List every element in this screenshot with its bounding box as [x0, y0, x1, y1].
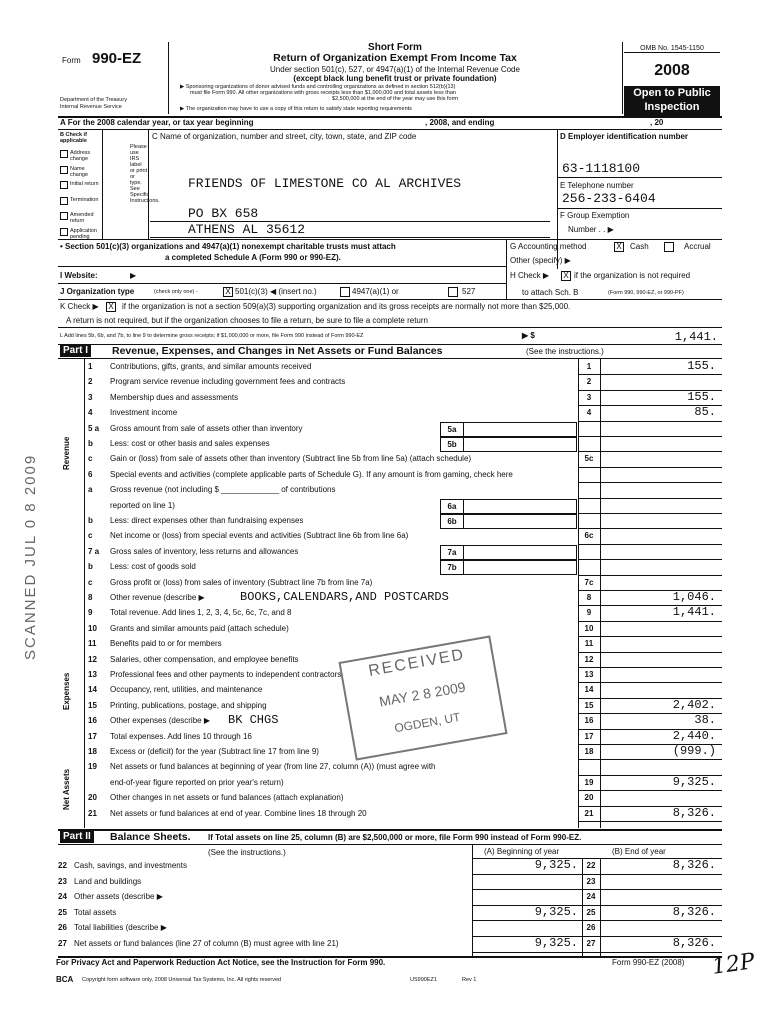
line-amount[interactable]: 2,402.: [672, 697, 716, 712]
website-arrow: ▶: [130, 271, 137, 280]
sub-line-box: 7b: [440, 560, 464, 575]
phone-label: E Telephone number: [560, 181, 634, 190]
org-street[interactable]: PO BX 658: [188, 206, 259, 221]
line-amount[interactable]: 155.: [687, 389, 716, 404]
k-check-label: K Check ▶: [60, 302, 99, 311]
short-form-label: Short Form: [368, 42, 422, 53]
line-description: Less: direct expenses other than fundraising expenses: [110, 516, 304, 525]
bs-box-number: 22: [586, 861, 596, 870]
line-number: 17: [88, 731, 97, 741]
sec501-text-1: • Section 501(c)(3) organizations and 4947(a)(1) nonexempt charitable trusts must attach: [60, 242, 396, 251]
part1-title: Revenue, Expenses, and Changes in Net Assets or Fund Balances: [112, 345, 443, 357]
accrual-label: Accrual: [684, 242, 711, 251]
bs-box-number: 25: [586, 907, 596, 917]
phone-value[interactable]: 256-233-6404: [562, 191, 656, 206]
line-description: Gross revenue (not including $ _____________ of contributions: [110, 485, 336, 495]
col-b-header: (B) End of year: [612, 847, 666, 856]
bs-beginning-value[interactable]: 9,325.: [534, 858, 578, 872]
line-number: 1: [88, 362, 93, 371]
check-b-box[interactable]: [60, 197, 68, 205]
line-description: Special events and activities (complete applicable parts of Schedule G). If any amount is from gaming, check here: [110, 469, 513, 479]
tax-year: 2008: [654, 62, 690, 79]
privacy-notice: For Privacy Act and Paperwork Reduction Act Notice, see the Instruction for Form 990.: [56, 958, 386, 967]
line-description: Excess or (deficit) for the year (Subtract line 17 from line 9): [110, 747, 319, 756]
part1-see: (See the instructions.): [526, 347, 604, 356]
part2-see: (See the instructions.): [208, 848, 286, 857]
line-description: Investment income: [110, 408, 178, 418]
501c-checkbox[interactable]: X: [223, 287, 233, 297]
line-number: 21: [88, 808, 97, 818]
bs-line-number: 23: [58, 876, 67, 886]
open-to-public: Open to Public Inspection: [624, 86, 720, 116]
line-description: Occupancy, rent, utilities, and maintenance: [110, 685, 263, 695]
l-arrow: ▶ $: [522, 331, 535, 340]
group-exemption-label: F Group Exemption: [560, 211, 630, 220]
bs-beginning-value[interactable]: 9,325.: [534, 936, 578, 950]
4947-checkbox[interactable]: [340, 287, 350, 297]
527-label: 527: [462, 287, 476, 296]
line-description: Gross sales of inventory, less returns and allowances: [110, 546, 299, 556]
col-a-header: (A) Beginning of year: [484, 847, 560, 856]
line-description: Net assets or fund balances at end of year. Combine lines 18 through 20: [110, 808, 367, 818]
handwritten-page-mark: 12P: [710, 949, 757, 980]
check-b-label-item: Address change: [70, 150, 91, 162]
l-text: L Add lines 5b, 6b, and 7b, to line 9 to determine gross receipts; if $1,000,000 or more, file Form 990 instead of Form 990-EZ: [60, 333, 364, 339]
bs-box-number: 27: [586, 939, 596, 948]
line-description: Other expenses (describe ▶: [110, 716, 210, 726]
line-description: reported on line 1): [110, 500, 175, 510]
line-description: Gross amount from sale of assets other than inventory: [110, 423, 303, 433]
line-amount[interactable]: 38.: [694, 713, 716, 728]
ein-label: D Employer identification number: [560, 132, 689, 141]
line-description: Professional fees and other payments to independent contractors: [110, 670, 342, 679]
line-number: b: [88, 439, 93, 448]
form-number: 990-EZ: [92, 50, 142, 67]
bs-line-number: 22: [58, 861, 67, 870]
form-title: Return of Organization Exempt From Income Tax: [273, 52, 517, 64]
part2-label: Part II: [60, 831, 94, 843]
h-check-text: H Check ▶: [510, 271, 550, 280]
bs-line-number: 27: [58, 939, 67, 948]
4947-label: 4947(a)(1) or: [352, 287, 399, 296]
line-description: Other revenue (describe ▶: [110, 593, 205, 602]
form-rev: Rev 1: [462, 977, 477, 983]
line-description: Program service revenue including government fees and contracts: [110, 377, 346, 387]
line-number: 5 a: [88, 423, 100, 433]
check-b-box[interactable]: [60, 228, 68, 236]
501c-label: 501(c)(3) ◀ (insert no.): [235, 287, 317, 297]
h-checkbox[interactable]: X: [561, 271, 571, 281]
h-text-3: to attach Sch. B: [522, 288, 579, 297]
bs-end-value[interactable]: 8,326.: [672, 858, 716, 872]
line-box-number: 17: [584, 731, 594, 741]
note-4: ▶ The organization may have to use a copy of this return to satisfy state reporting requirements: [180, 106, 412, 112]
line-description: Contributions, gifts, grants, and similar amounts received: [110, 362, 312, 371]
accounting-method-label: G Accounting method: [510, 242, 587, 251]
check-b-label-item: Initial return: [70, 181, 99, 187]
bs-box-number: 26: [586, 923, 596, 933]
sub-line-box: 5b: [440, 437, 464, 452]
bs-box-number: 23: [586, 876, 596, 886]
bs-line-description: Other assets (describe ▶: [74, 892, 163, 902]
line-box-number: 18: [584, 747, 594, 756]
sub-line-box: 5a: [440, 422, 464, 437]
h-text-4: (Form 990, 990-EZ, or 990-PF): [608, 290, 684, 296]
line-number: 2: [88, 377, 93, 387]
line-box-number: 6c: [584, 531, 594, 541]
line-box-number: 20: [584, 793, 594, 803]
part2-note: If Total assets on line 25, column (B) are $2,500,000 or more, file Form 990 instead of Form 990-EZ.: [208, 833, 582, 842]
line-describe-value[interactable]: BOOKS,CALENDARS,AND POSTCARDS: [240, 590, 449, 604]
line-box-number: 12: [584, 654, 594, 664]
bs-line-description: Net assets or fund balances (line 27 of column (B) must agree with line 21): [74, 939, 339, 948]
org-type-label: J Organization type: [60, 287, 135, 296]
line-describe-value[interactable]: BK CHGS: [228, 713, 279, 728]
note-3: $2,500,000 at the end of the year may use this form: [332, 96, 458, 102]
line-box-number: 10: [584, 623, 594, 633]
bs-beginning-value[interactable]: 9,325.: [534, 904, 578, 919]
line-number: 14: [88, 685, 97, 695]
line-number: 16: [88, 716, 97, 726]
group-exemption-number: Number . . ▶: [568, 225, 614, 234]
line-number: 20: [88, 793, 97, 803]
line-description: Grants and similar amounts paid (attach schedule): [110, 623, 289, 633]
part2-title: Balance Sheets.: [110, 831, 191, 843]
check-b-label: B Check if applicable: [60, 132, 87, 144]
irs-label: Internal Revenue Service: [60, 104, 122, 110]
line-number: 4: [88, 408, 93, 418]
line-amount[interactable]: 1,441.: [672, 605, 716, 620]
form-subtitle-2: (except black lung benefit trust or private foundation): [293, 74, 497, 83]
cash-checkbox[interactable]: X: [614, 242, 624, 252]
bs-box-number: 24: [586, 892, 596, 902]
line-a-label: A For the 2008 calendar year, or tax year beginning: [60, 118, 254, 127]
line-box-number: 7c: [584, 577, 594, 587]
line-description: Gain or (loss) from sale of assets other than inventory (Subtract line 5b from line 5a) (attach schedule): [110, 454, 472, 464]
received-stamp: RECEIVED MAY 2 8 2009 OGDEN, UT: [338, 635, 507, 760]
line-description: Net assets or fund balances at beginning of year (from line 27, column (A)) (must agree with: [110, 762, 436, 772]
copyright: Copyright form software only, 2008 Universal Tax Systems, Inc. All rights reserved: [82, 977, 282, 983]
line-number: 3: [88, 392, 93, 402]
bs-line-number: 24: [58, 892, 67, 902]
line-box-number: 15: [584, 700, 594, 710]
net-assets-side-label: Net Assets: [62, 768, 71, 810]
check-b-box[interactable]: [60, 212, 68, 220]
line-box-number: 4: [586, 408, 592, 418]
sub-line-value[interactable]: [462, 422, 577, 437]
line-amount[interactable]: (999.): [672, 744, 716, 758]
line-amount[interactable]: 1,046.: [672, 590, 716, 604]
gross-receipts-value[interactable]: 1,441.: [674, 330, 718, 344]
bca-label: BCA: [56, 975, 74, 984]
bs-line-number: 26: [58, 923, 67, 933]
line-description: Salaries, other compensation, and employee benefits: [110, 654, 299, 664]
sub-line-value[interactable]: [462, 514, 577, 529]
line-box-number: 3: [586, 392, 592, 402]
footer-form: Form 990-EZ (2008): [612, 958, 685, 967]
bs-line-description: Total liabilities (describe ▶: [74, 923, 167, 933]
line-box-number: 13: [584, 670, 594, 679]
form-subtitle-1: Under section 501(c), 527, or 4947(a)(1) of the Internal Revenue Code: [270, 65, 520, 74]
part1-label: Part I: [60, 345, 91, 357]
line-description: Net income or (loss) from special events and activities (Subtract line 6b from line 6a): [110, 531, 409, 541]
check-b-label-item: Termination: [70, 196, 99, 203]
bs-end-value[interactable]: 8,326.: [672, 904, 716, 919]
bs-line-description: Cash, savings, and investments: [74, 861, 187, 870]
bs-line-description: Total assets: [74, 907, 117, 917]
k-text-2: if the organization is not a section 509(a)(3) supporting organization and its gross receipts are normally not more than $25,000.: [122, 302, 571, 311]
check-b-box[interactable]: [60, 150, 68, 158]
scanned-stamp: SCANNED JUL 0 8 2009: [22, 453, 39, 660]
expenses-side-label: Expenses: [62, 672, 71, 710]
line-number: 9: [88, 608, 93, 618]
org-name[interactable]: FRIENDS OF LIMESTONE CO AL ARCHIVES: [188, 176, 462, 191]
sub-line-value[interactable]: [462, 560, 577, 575]
bs-line-description: Land and buildings: [74, 876, 142, 886]
cash-label: Cash: [630, 242, 649, 251]
sub-line-value[interactable]: [462, 545, 577, 560]
line-box-number: 21: [584, 808, 594, 818]
check-b-label-item: Application pending: [70, 227, 97, 240]
line-number: 13: [88, 670, 97, 679]
line-number: c: [88, 577, 93, 587]
line-box-number: 9: [586, 608, 592, 618]
line-box-number: 11: [584, 639, 594, 649]
line-box-number: 14: [584, 685, 594, 695]
line-description: Less: cost or other basis and sales expenses: [110, 439, 270, 448]
sec501-text-2: a completed Schedule A (Form 990 or 990-EZ).: [165, 253, 341, 262]
line-description: Other changes in net assets or fund balances (attach explanation): [110, 793, 344, 803]
line-number: b: [88, 516, 93, 525]
k-text-3: A return is not required, but if the organization chooses to file a return, be sure to file a complete return: [66, 316, 428, 325]
dept-treasury: Department of the Treasury: [60, 97, 127, 103]
ein-value[interactable]: 63-1118100: [562, 161, 641, 176]
line-box-number: 1: [586, 362, 592, 371]
line-number: 18: [88, 747, 97, 756]
sub-line-value[interactable]: [462, 437, 577, 452]
h-text-2: if the organization is not required: [574, 271, 691, 280]
line-amount[interactable]: 2,440.: [672, 728, 716, 743]
527-checkbox[interactable]: [448, 287, 458, 297]
line-description: Membership dues and assessments: [110, 392, 239, 402]
note-1: ▶ Sponsoring organizations of donor advised funds and controlling organizations as defined in section 512(b)(13): [180, 84, 456, 90]
k-checkbox[interactable]: X: [106, 302, 116, 312]
accrual-checkbox[interactable]: [664, 242, 674, 252]
line-number: 7 a: [88, 546, 100, 556]
line-number: b: [88, 562, 93, 572]
line-description: Benefits paid to or for members: [110, 639, 222, 649]
sub-line-box: 7a: [440, 545, 464, 560]
line-description: Total expenses. Add lines 10 through 16: [110, 731, 252, 741]
line-description: end-of-year figure reported on prior year's return): [110, 777, 284, 787]
org-city[interactable]: ATHENS AL 35612: [188, 222, 306, 237]
line-number: 6: [88, 469, 93, 479]
line-amount[interactable]: 85.: [694, 405, 716, 420]
line-a-mid: , 2008, and ending: [425, 118, 495, 127]
sub-line-box: 6b: [440, 514, 464, 529]
line-a-end: , 20: [650, 118, 664, 127]
line-number: a: [88, 485, 93, 495]
other-specify: Other (specify) ▶: [510, 256, 571, 265]
line-amount[interactable]: 8,326.: [672, 805, 716, 820]
line-description: Less: cost of goods sold: [110, 562, 196, 572]
line-number: 19: [88, 762, 97, 772]
check-b-box[interactable]: [60, 181, 68, 189]
line-amount[interactable]: 9,325.: [672, 774, 716, 789]
line-box-number: 19: [584, 777, 594, 787]
please-instructions: Please use IRS label or print or type. See Specific Instructions.: [130, 144, 160, 204]
form-code: US990EZ1: [410, 977, 437, 983]
line-number: 8: [88, 593, 93, 602]
line-number: 12: [88, 654, 97, 664]
line-description: Total revenue. Add lines 1, 2, 3, 4, 5c, 6c, 7c, and 8: [110, 608, 292, 618]
bs-line-number: 25: [58, 907, 67, 917]
line-box-number: 2: [586, 377, 592, 387]
line-amount[interactable]: 155.: [687, 359, 716, 373]
line-box-number: 8: [586, 593, 592, 602]
line-number: c: [88, 531, 93, 541]
revenue-side-label: Revenue: [62, 436, 71, 470]
bs-end-value[interactable]: 8,326.: [672, 936, 716, 950]
line-box-number: 5c: [584, 454, 594, 464]
check-b-label-item: Amended return: [70, 212, 94, 224]
check-b-label-item: Name change: [70, 165, 89, 178]
line-number: 15: [88, 700, 97, 710]
check-b-box[interactable]: [60, 166, 68, 174]
note-2: must file Form 990. All other organizations with gross receipts less than $1,000,000 and total assets less than: [190, 90, 456, 96]
line-number: 11: [88, 639, 97, 649]
line-description: Printing, publications, postage, and shipping: [110, 700, 267, 710]
check-only-one: (check only one) -: [154, 289, 198, 295]
sub-line-box: 6a: [440, 499, 464, 514]
org-name-label: C Name of organization, number and street, city, town, state, and ZIP code: [152, 132, 417, 141]
line-description: Gross profit or (loss) from sales of inventory (Subtract line 7b from line 7a): [110, 577, 373, 587]
line-number: c: [88, 454, 93, 464]
omb-number: OMB No. 1545-1150: [624, 45, 720, 53]
line-box-number: 16: [584, 716, 594, 726]
website-label: I Website:: [60, 271, 98, 280]
line-number: 10: [88, 623, 97, 633]
form-label: Form: [62, 56, 81, 65]
sub-line-value[interactable]: [462, 499, 577, 514]
